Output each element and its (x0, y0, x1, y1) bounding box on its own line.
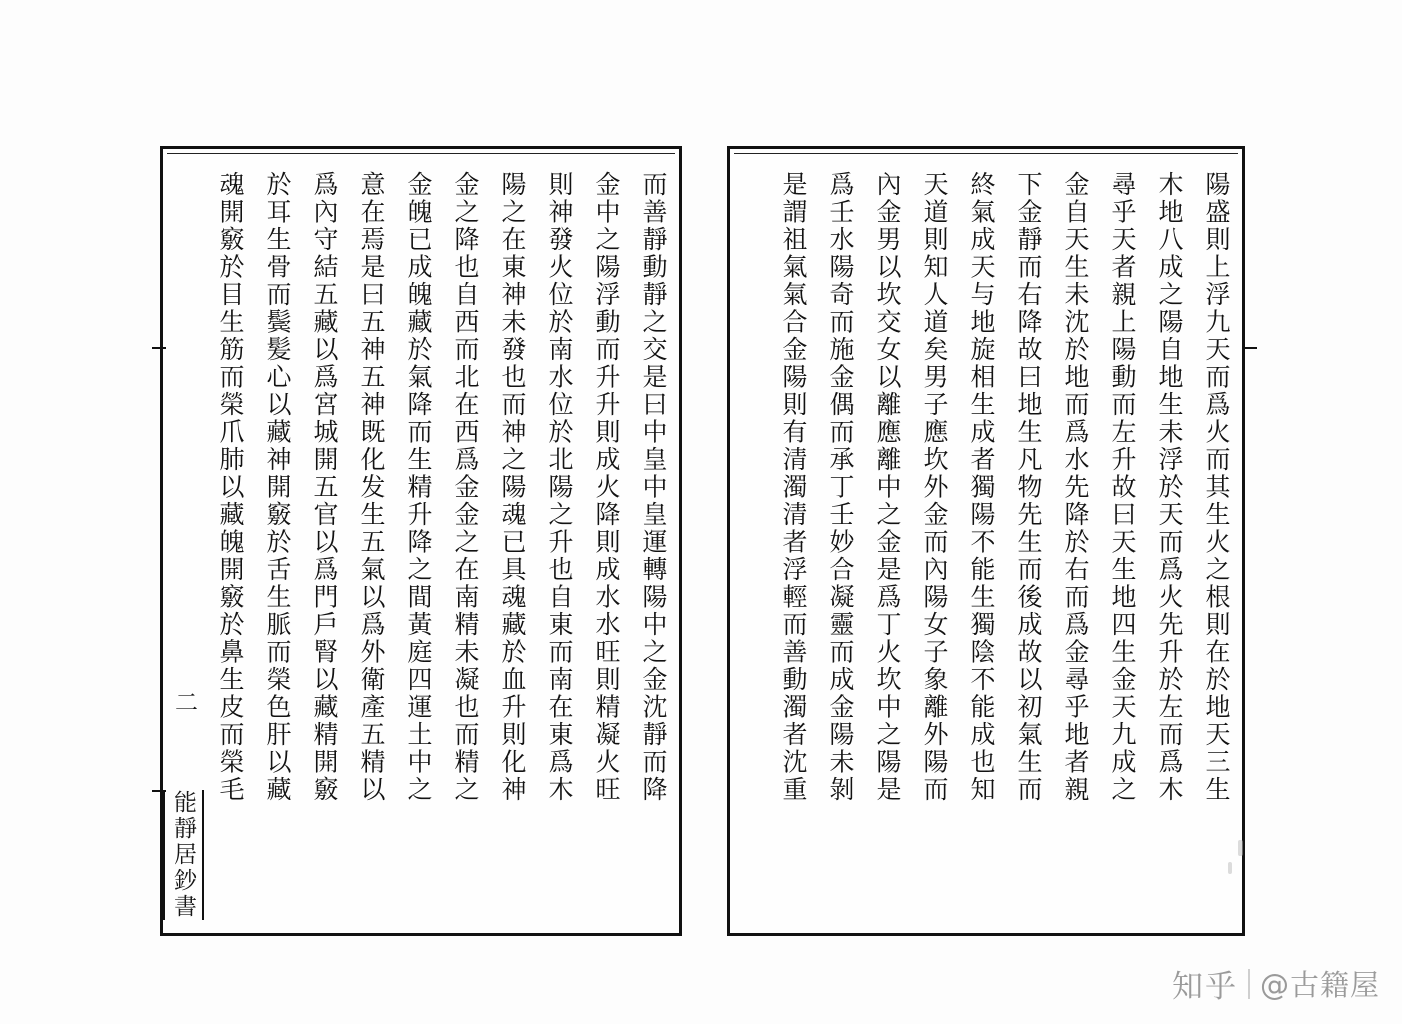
text-column: 於耳生骨而鬓髪心以藏神開竅於舌生脈而榮色肝以藏 (263, 171, 292, 804)
zhihu-logo: 知乎 (1171, 969, 1238, 1005)
text-column: 而善靜動靜之交是曰中皇中皇運轉陽中之金沈靜而降 (639, 171, 668, 804)
text-column: 內金男以坎交女以離應離中之金是爲丁火坎中之陽是 (873, 171, 902, 804)
text-column: 意在焉是曰五神五神既化发生五氣以爲外衛產五精以 (357, 171, 386, 804)
page-number: 二 (171, 690, 197, 716)
text-column: 金魄已成魄藏於氣降而生精升降之間黃庭四運土中之 (404, 171, 433, 804)
text-column: 金之降也自西而北在西爲金金之在南精未凝也而精之 (451, 171, 480, 804)
fold-tick (152, 790, 166, 792)
text-column: 則神發火位於南水位於北陽之升也自東而南在東爲木 (545, 171, 574, 804)
text-column: 是謂祖氣氣合金陽則有清濁清者浮輕而善動濁者沈重 (779, 171, 808, 804)
watermark (1172, 961, 1380, 1006)
colophon: 能靜居鈔書 (163, 790, 204, 920)
text-column: 終氣成天与地旋相生成者獨陽不能生獨陰不能成也知 (967, 171, 996, 804)
watermark-divider (1248, 969, 1250, 999)
text-column: 爲內守結五藏以爲宮城開五官以爲門戶腎以藏精開竅 (310, 171, 339, 804)
text-column: 天道則知人道矣男子應坎外金而內陽女子象離外陽而 (920, 171, 949, 804)
text-column: 尋乎天者親上陽動而左升故曰天生地四生金天九成之 (1108, 171, 1137, 804)
text-column: 爲壬水陽奇而施金偶而承丁壬妙合凝靈而成金陽未剝 (826, 171, 855, 804)
watermark-handle: @古籍屋 (1259, 968, 1380, 1002)
fold-tick (152, 347, 166, 349)
left-half-leaf (160, 146, 682, 936)
text-column: 陽之在東神未發也而神之陽魂已具魂藏於血升則化神 (498, 171, 527, 804)
fold-tick (1243, 347, 1257, 349)
text-column: 下金靜而右降故曰地生凡物先生而後成故以初氣生而 (1014, 171, 1043, 804)
text-column: 金自天生未沈於地而爲水先降於右而爲金尋乎地者親 (1061, 171, 1090, 804)
paper-speckle (1228, 862, 1232, 874)
text-column: 魂開竅於目生筋而榮爪肺以藏魄開竅於鼻生皮而榮毛 (216, 171, 245, 804)
text-column: 金中之陽浮動而升升則成火降則成水水旺則精凝火旺 (592, 171, 621, 804)
text-column: 陽盛則上浮九天而爲火而其生火之根則在於地天三生 (1202, 171, 1231, 804)
text-column: 木地八成之陽自地生未浮於天而爲火先升於左而爲木 (1155, 171, 1184, 804)
paper-speckle (1238, 840, 1243, 856)
right-half-leaf (727, 146, 1245, 936)
